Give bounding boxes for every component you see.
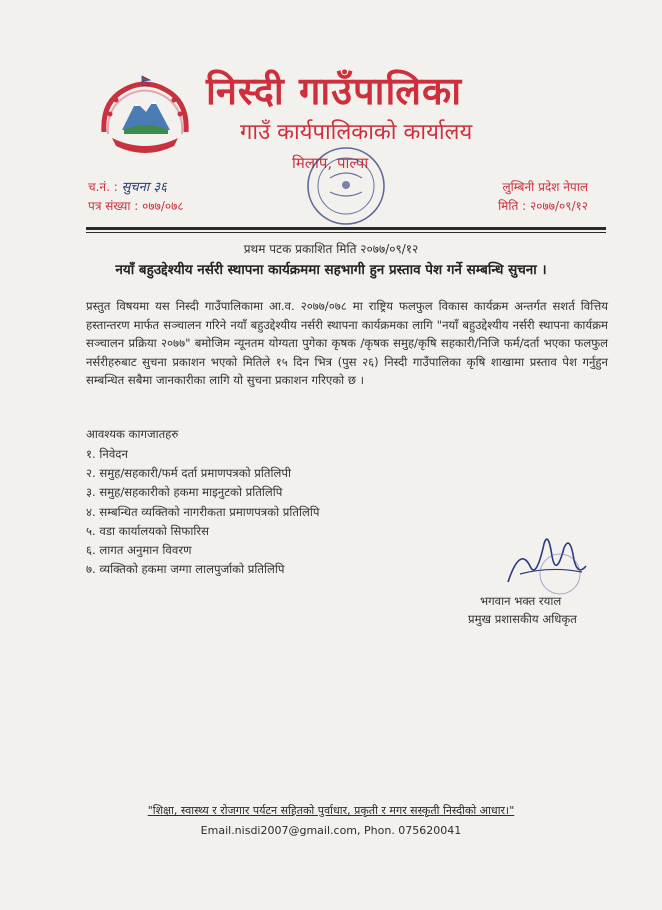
header-divider-thin [86, 232, 606, 233]
notice-body: प्रस्तुत विषयमा यस निस्दी गाउँपालिकामा आ.व. २०७७/०७८ मा राष्ट्रिय फलफुल विकास कार्यक्रम अन्तर्गत सशर्त वित्तिय हस्तान्तरण मार्फत सञ्चालन गरिने नयाँ बहुउद्देश्यीय नर्सरी स्थापना कार्यक्रमका लागि "नयाँ बहुउद्देश्यीय नर्सरी स्थापना कार्यक्रम सञ्चालन प्रक्रिया २०७७" बमोजिम न्यूनतम योग्यता पुगेका कृषक /कृषक समुह/कृषि सहकारी/निजि फर्म/दर्ता भएका फलफुल नर्सरीहरुबाट सुचना प्रकाशन भएको मितिले १५ दिन भित्र (पुस २६) निस्दी गाउँपालिका कृषि शाखामा प्रस्ताव पेश गर्नुहुन सम्बन्धित सबैमा जानकारीका लागि यो सुचना प्रकाशन गरिएको छ । [86, 299, 608, 388]
signatory-name: भगवान भक्त रयाल [480, 594, 562, 608]
letter-number-value: ०७७/०७८ [142, 199, 184, 213]
reference-number-label: च.नं. : [88, 180, 118, 194]
signatory-title: प्रमुख प्रशासकीय अधिकृत [468, 612, 577, 626]
letter-date [498, 197, 588, 216]
list-item: ५. वडा कार्यालयको सिफारिस [86, 523, 209, 538]
footer-contact: Email.nisdi2007@gmail.com, Phon. 075620041 [200, 824, 462, 837]
province-date-block [498, 178, 588, 216]
reference-number [88, 178, 184, 197]
requirements-list [86, 445, 319, 579]
office-title: निस्दी गाउँपालिका [206, 69, 463, 113]
notice-heading: नयाँ बहुउद्देश्यीय नर्सरी स्थापना कार्यक्रममा सहभागी हुन प्रस्ताव पेश गर्ने सम्बन्धि सुचना । [115, 262, 547, 278]
publication-date: प्रथम पटक प्रकाशित मिति २०७७/०९/१२ [243, 242, 419, 256]
reference-number-value: सुचना ३६ [121, 180, 167, 195]
province-name: लुम्बिनी प्रदेश नेपाल [502, 180, 588, 194]
reference-block [88, 178, 184, 216]
list-item: ३. समुह/सहकारीको हकमा माइनुटको प्रतिलिपि [86, 485, 283, 500]
letter-number-label: पत्र संख्या : [88, 199, 139, 213]
list-item: ४. सम्बन्धित व्यक्तिको नागरीकता प्रमाणपत्रको प्रतिलिपि [86, 504, 320, 519]
letter-date-label: मिति : [498, 199, 527, 213]
nepal-emblem-icon [94, 72, 196, 158]
signature-icon [500, 526, 590, 596]
letter-date-value: २०७७/०९/१२ [529, 199, 588, 213]
office-address: मिलाप, पाल्पा [292, 154, 369, 172]
requirements-title: आवश्यक कागजातहरु [86, 427, 179, 441]
list-item: ७. व्यक्तिको हकमा जग्गा लालपुर्जाको प्रतिलिपि [86, 562, 285, 577]
office-stamp-icon [300, 140, 392, 232]
list-item: ६. लागत अनुमान विवरण [86, 543, 192, 558]
list-item: २. समुह/सहकारी/फर्म दर्ता प्रमाणपत्रको प्रतिलिपी [86, 466, 291, 481]
letter-number [88, 197, 184, 216]
footer-motto: "शिक्षा, स्वास्थ्य र रोजगार पर्यटन सहितको पुर्वाधार, प्रकृती र मगर सस्कृती निस्दीको आधार।" [147, 804, 515, 817]
office-subtitle: गाउँ कार्यपालिकाको कार्यालय [240, 120, 473, 145]
list-item: १. निवेदन [86, 447, 128, 461]
header-divider-thick [86, 227, 606, 230]
